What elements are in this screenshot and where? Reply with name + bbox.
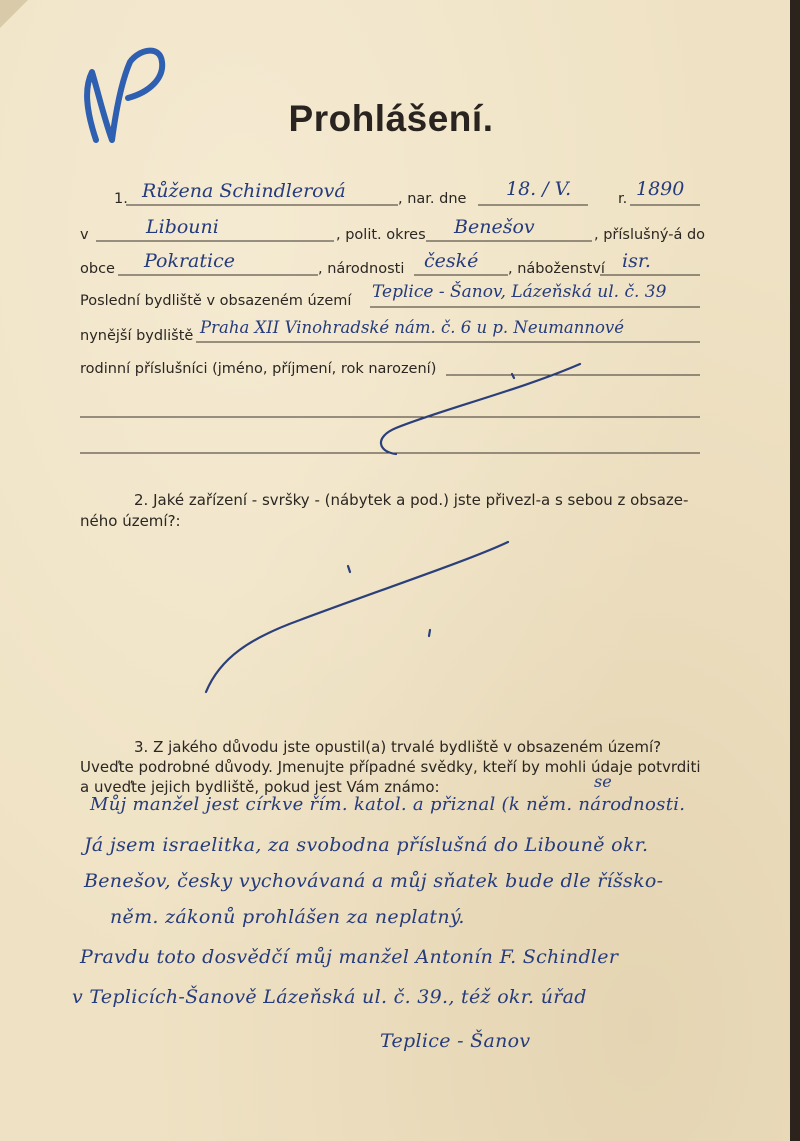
current-residence-label: nynější bydliště [80, 328, 194, 344]
section1-number: 1. [114, 191, 128, 207]
answer-insert: se [594, 772, 612, 791]
birthplace: Libouni [146, 216, 219, 238]
belonging-label: , příslušný-á do [594, 227, 706, 243]
birth-date: 18. / V. [506, 178, 572, 200]
answer-line: Pravdu toto dosvědčí můj manžel Antonín F. Schindler [80, 946, 619, 968]
answer-line: v Teplicích-Šanově Lázeňská ul. č. 39., též okr. úřad [72, 986, 587, 1008]
year-prefix: r. [618, 191, 628, 207]
answer-line: Benešov, česky vychovávaná a můj sňatek bude dle říšsko- [84, 870, 664, 892]
last-residence: Teplice - Šanov, Lázeňská ul. č. 39 [372, 282, 667, 302]
section2-question-line1: 2. Jaké zařízení - svršky - (nábytek a pod.) jste přivezl-a s sebou z obsaze- [134, 491, 689, 509]
birth-date-label: , nar. dne [398, 191, 467, 207]
birth-year: 1890 [636, 178, 685, 200]
answer-line: Já jsem israelitka, za svobodna příslušná do Libouně okr. [84, 834, 649, 856]
municipality: Pokratice [144, 250, 235, 272]
answer-line: Můj manžel jest církve řím. katol. a přiznal (k něm. národnosti. [90, 794, 686, 815]
nationality-label: , národnosti [318, 261, 405, 277]
current-residence: Praha XII Vinohradské nám. č. 6 u p. Neumannové [200, 318, 624, 337]
section3-question-line1: 3. Z jakého důvodu jste opustil(a) trvalé bydliště v obsazeném území? [134, 738, 662, 756]
birthplace-prefix: v [80, 227, 89, 243]
section3-question-line2: Uveďte podrobné důvody. Jmenujte případné svědky, kteří by mohli údaje potvrditi [80, 758, 701, 776]
district-label: , polit. okres [336, 227, 426, 243]
family-members-label: rodinní příslušníci (jméno, příjmení, rok narození) [80, 361, 437, 377]
section2-question-line2: ného území?: [80, 512, 181, 530]
section3-question-line3: a uveďte jejich bydliště, pokud jest Vám známo: [80, 778, 440, 796]
initials-text: NP [0, 0, 2, 1]
municipality-prefix: obce [80, 261, 115, 277]
answer-line: Teplice - Šanov [380, 1030, 531, 1052]
religion: isr. [622, 250, 651, 272]
answer-line: něm. zákonů prohlášen za neplatný. [110, 906, 465, 928]
nationality: české [424, 250, 479, 272]
district: Benešov [454, 216, 535, 238]
last-residence-label: Poslední bydliště v obsazeném území [80, 293, 352, 309]
applicant-name: Růžena Schindlerová [142, 180, 346, 202]
page-title: Prohlášení. [288, 98, 494, 139]
religion-label: , náboženství [508, 261, 605, 277]
